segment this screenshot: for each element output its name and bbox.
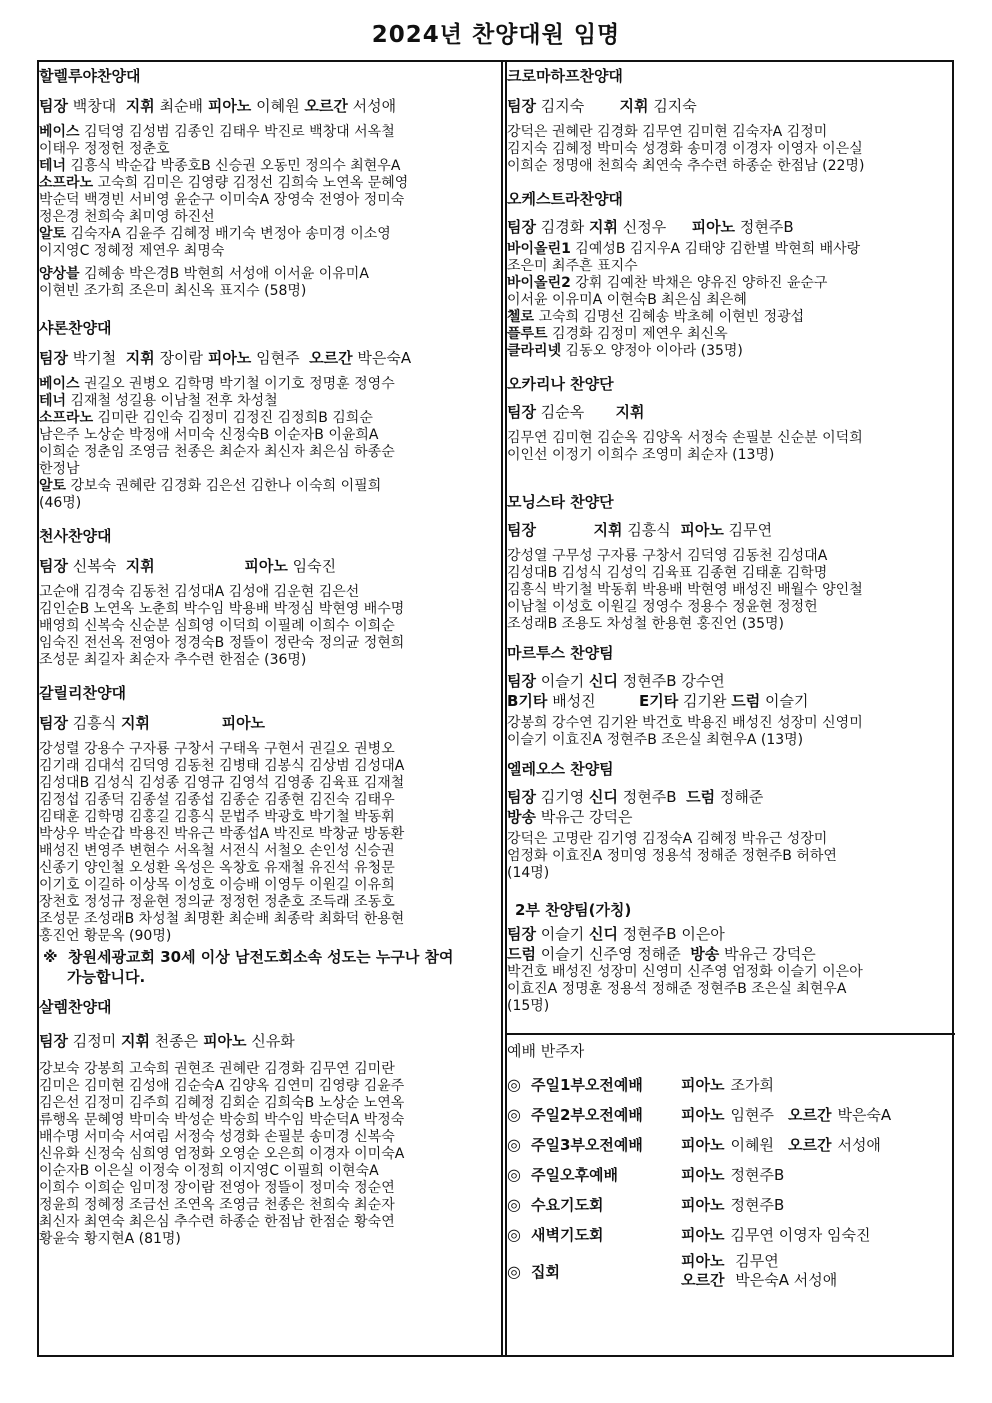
leader-name: 최순배 — [159, 97, 204, 115]
leaders-line — [507, 807, 953, 827]
member-line: 황윤숙 황지현A (81명) — [39, 1231, 181, 1247]
member-line: 김성대B 김성식 김성종 김영규 김영석 김영종 김육표 김재철 — [39, 775, 405, 791]
member-line: 한정남 — [39, 461, 80, 477]
member-names: 김예성B 김지우A 김태양 김한별 박현희 배사랑 — [570, 241, 861, 257]
member-line: 김지숙 김혜정 박미숙 성경화 송미경 이경자 이영자 이은실 — [507, 141, 863, 157]
leader-name: 이슬기 — [765, 692, 809, 710]
role-label: 지휘 — [125, 557, 155, 575]
service-mark: ◎ — [507, 1104, 521, 1124]
leader-name: 김지숙 — [653, 97, 697, 115]
role-label: 오르간 — [787, 1135, 832, 1154]
leader-name: 천종은 — [154, 1032, 199, 1050]
section-hallelujah — [39, 62, 501, 300]
leader-name: 김기영 — [540, 788, 585, 806]
service-row — [507, 1129, 953, 1159]
leader-name: 박유근 강덕은 — [540, 808, 633, 826]
member-line — [39, 266, 501, 283]
member-line: 이순자B 이은실 이정숙 이정희 이지영C 이필희 이현숙A — [39, 1163, 379, 1179]
member-line: 강성열 구무성 구자룡 구창서 김덕영 김동천 김성대A — [507, 548, 828, 564]
leader-name: 임숙진 — [292, 557, 337, 575]
role-label: 지휘 — [619, 97, 649, 115]
member-line: 박상우 박순갑 박용진 박유근 박종섭A 박진로 박창균 방동환 — [39, 826, 405, 842]
member-line: 김인순B 노연옥 노춘희 박수임 박용배 박정심 박현영 배수명 — [39, 601, 405, 617]
section-title: 천사찬양대 — [39, 527, 112, 545]
section-chroma-harp — [507, 62, 953, 175]
role-label: 피아노 — [203, 1032, 247, 1050]
member-line: 김성대B 김성식 김성익 김육표 김종현 김태훈 김학명 — [507, 565, 828, 581]
leader-name: 정현주B 강수연 — [622, 672, 725, 690]
role-label: 지휘 — [593, 521, 623, 539]
notice-line: 창원세광교회 30세 이상 남전도회소속 성도는 누구나 참여 — [68, 948, 454, 966]
accompanist-name: 박은숙A 서성애 — [735, 1271, 838, 1289]
role-label: 신디 — [589, 788, 619, 806]
leader-name: 김정미 — [72, 1032, 117, 1050]
accompanist-name: 조가희 — [730, 1075, 774, 1094]
part-label: 테너 — [39, 393, 67, 409]
member-line: 임숙진 전선옥 전영아 정경숙B 정뜰이 정란숙 정의균 정현희 — [39, 635, 405, 651]
right-column — [507, 62, 953, 1293]
role-label: E기타 — [638, 692, 679, 710]
service-name: 주일3부오전예배 — [531, 1135, 643, 1154]
role-label: 지휘 — [125, 97, 155, 115]
member-names: 고숙희 김명선 김혜송 박초혜 이현빈 정광섭 — [534, 309, 805, 325]
accompanist-name: 박은숙A — [837, 1105, 892, 1124]
role-label: 팀장 — [39, 97, 68, 115]
member-line: 김미은 김미현 김성애 김순숙A 김양옥 김연미 김영량 김윤주 — [39, 1078, 405, 1094]
member-line: 이서윤 이유미A 이현숙B 최은심 최은혜 — [507, 292, 747, 308]
accompanist-name: 이혜원 — [730, 1135, 774, 1154]
role-label: 오르간 — [787, 1105, 832, 1124]
member-line — [39, 410, 501, 427]
role-label: 피아노 — [681, 1195, 725, 1214]
section-salem — [39, 987, 501, 1248]
member-line: 장천호 정성규 정윤현 정의균 정정헌 정춘호 조득래 조동호 — [39, 894, 395, 910]
member-line: 김은선 김정미 김주희 김혜정 김회순 김희숙B 노상순 노연옥 — [39, 1095, 405, 1111]
member-line: 조성문 조성래B 차성철 최명환 최순배 최종락 최화덕 한용현 — [39, 911, 405, 927]
section-angel — [39, 512, 501, 669]
role-label: 피아노 — [681, 1165, 725, 1184]
section-title: 오케스트라찬양대 — [507, 190, 623, 208]
member-line: 강보숙 강봉희 고숙희 권현조 권혜란 김경화 김무연 김미란 — [39, 1061, 395, 1077]
member-names: 김재철 성길용 이남철 전후 차성철 — [66, 393, 278, 409]
member-line — [507, 275, 953, 292]
leader-name: 이혜원 — [256, 97, 300, 115]
meeting-role-row — [681, 1252, 837, 1271]
member-line: 남은주 노상순 박정애 서미숙 신정숙B 이순자B 이윤희A — [39, 427, 379, 443]
section-title: 할렐루야찬양대 — [39, 67, 141, 85]
member-line: 이지영C 정혜정 제연우 최명숙 — [39, 243, 225, 259]
section-title: 2부 찬양팀(가칭) — [515, 901, 632, 919]
member-line — [507, 241, 953, 258]
member-line: 김흥식 박기철 박동휘 박용배 박현영 배성진 배월수 양인철 — [507, 582, 863, 598]
section-martus — [507, 633, 953, 749]
member-line: 고순애 김경숙 김동천 김성대A 김성애 김운현 김은선 — [39, 584, 360, 600]
notice-line: 가능합니다. — [67, 968, 146, 986]
part-label: 바이올린1 — [507, 241, 571, 257]
role-label: 오르간 — [681, 1271, 725, 1289]
role-label: 팀장 — [507, 925, 536, 943]
member-line: 정은경 천희숙 최미영 하진선 — [39, 209, 215, 225]
member-names: 김미란 김인숙 김정미 김정진 김정희B 김희순 — [93, 410, 373, 426]
member-line: (15명) — [507, 998, 550, 1014]
accompanist-name: 서성애 — [837, 1135, 881, 1154]
role-label: 피아노 — [681, 1075, 725, 1094]
section-accompanists — [507, 1015, 953, 1293]
service-row — [507, 1189, 953, 1219]
leader-name: 정해준 — [719, 788, 764, 806]
section-sharon — [39, 300, 501, 512]
accompanist-name: 정현주B — [730, 1195, 785, 1214]
section-title: 예배 반주자 — [507, 1042, 585, 1060]
leaders-line — [39, 556, 501, 576]
meeting-roles — [681, 1252, 837, 1290]
leader-name: 김흥식 — [627, 521, 671, 539]
member-line: 강덕은 권혜란 김경화 김무연 김미현 김숙자A 김정미 — [507, 124, 828, 140]
part-label: 테너 — [39, 158, 67, 174]
accompanist-name: 김무연 이영자 임숙진 — [730, 1225, 871, 1244]
accompanist-name: 정현주B — [730, 1165, 785, 1184]
part-label: 알토 — [39, 226, 67, 242]
leader-name: 김지숙 — [540, 97, 585, 115]
member-names: 김동오 양정아 이아라 (35명) — [561, 343, 743, 359]
section-title: 오카리나 찬양단 — [507, 375, 614, 393]
role-label: 피아노 — [681, 1225, 725, 1244]
section-second-team — [507, 882, 953, 1015]
member-line — [39, 175, 501, 192]
role-label: 드럼 — [507, 945, 536, 963]
leader-name: 임현주 — [256, 349, 300, 367]
role-label: 피아노 — [207, 349, 252, 367]
service-mark: ◎ — [507, 1224, 521, 1244]
service-row — [507, 1159, 953, 1189]
role-label: 지휘 — [121, 1032, 151, 1050]
service-name: 주일2부오전예배 — [531, 1105, 643, 1124]
member-line: (14명) — [507, 865, 550, 881]
role-label: 방송 — [507, 808, 536, 826]
service-name: 주일1부오전예배 — [531, 1075, 643, 1094]
leaders-line — [39, 348, 501, 368]
member-line — [39, 226, 501, 243]
member-line: 박건호 배성진 성장미 신영미 신주영 엄정화 이슬기 이은아 — [507, 964, 863, 980]
section-eleos — [507, 749, 953, 882]
role-label: 신디 — [589, 672, 619, 690]
role-label: 팀장 — [507, 788, 536, 806]
service-name: 집회 — [531, 1262, 560, 1281]
part-label: 플루트 — [507, 326, 548, 342]
part-label: 소프라노 — [39, 175, 94, 191]
leaders-line — [507, 924, 953, 944]
leaders-line — [39, 713, 501, 733]
member-line — [39, 376, 501, 393]
part-label: 바이올린2 — [507, 275, 571, 291]
member-names: 고숙희 김미은 김영량 김정선 김희숙 노연옥 문혜영 — [93, 175, 409, 191]
member-names: 김흥식 박순갑 박종호B 신승권 오동민 정의수 최현우A — [66, 158, 401, 174]
member-line: 김정섭 김종덕 김종설 김종섭 김종순 김종현 김진숙 김태우 — [39, 792, 395, 808]
role-label: 방송 — [690, 945, 720, 963]
member-line: 정윤희 정혜정 조금선 조연옥 조영금 천종은 천희숙 최순자 — [39, 1197, 395, 1213]
part-label: 소프라노 — [39, 410, 94, 426]
role-label: 팀장 — [39, 557, 68, 575]
role-label: 피아노 — [207, 97, 252, 115]
section-galilee — [39, 669, 501, 945]
section-title: 갈릴리찬양대 — [39, 684, 126, 702]
member-line: 엄정화 이효진A 정미영 정용석 정해준 정현주B 허하연 — [507, 848, 837, 864]
role-label: 오르간 — [304, 97, 348, 115]
accompanist-name: 김무연 — [735, 1252, 779, 1270]
part-label: 클라리넷 — [507, 343, 562, 359]
service-row — [507, 1249, 953, 1293]
service-name: 수요기도회 — [531, 1195, 604, 1214]
leader-name: 이슬기 — [540, 672, 585, 690]
role-label: 지휘 — [125, 349, 155, 367]
member-names: 강휘 김예찬 박채은 양유진 양하진 윤순구 — [570, 275, 828, 291]
leaders-line — [507, 402, 953, 422]
service-mark: ◎ — [507, 1194, 521, 1214]
section-title: 엘레오스 찬양팀 — [507, 760, 614, 778]
member-line — [507, 326, 953, 343]
member-names: 김덕영 김성범 김종인 김태우 박진로 백창대 서옥철 — [79, 124, 395, 140]
role-label: 팀장 — [39, 1032, 68, 1050]
member-line: 홍진언 황문옥 (90명) — [39, 928, 172, 944]
leaders-line — [39, 1031, 501, 1051]
member-names: 권길오 권병오 김학명 박기철 이기호 정명훈 정영수 — [79, 376, 395, 392]
member-line: 배수명 서미숙 서여림 서정숙 성경화 손필분 송미경 신복숙 — [39, 1129, 395, 1145]
leaders-line — [39, 96, 501, 116]
member-line: 배영희 신복숙 신순분 심희영 이덕희 이필례 이희수 이희순 — [39, 618, 395, 634]
leader-name: 김순옥 — [540, 403, 585, 421]
section-ocarina — [507, 360, 953, 464]
role-label: 팀장 — [507, 97, 536, 115]
member-line: 이희수 이희순 임미정 장이람 전영아 정뜰이 정미숙 정순연 — [39, 1180, 395, 1196]
member-line — [39, 124, 501, 141]
member-line: 강덕은 고명란 김기영 김정숙A 김혜정 박유근 성장미 — [507, 831, 828, 847]
member-line: 이인선 이정기 이희수 조영미 최순자 (13명) — [507, 447, 775, 463]
member-line — [39, 478, 501, 495]
leader-name: 서성애 — [352, 97, 397, 115]
leader-name: 신정우 — [622, 218, 667, 236]
role-label: 팀장 — [507, 403, 536, 421]
leader-name: 정현주B 이은아 — [622, 925, 725, 943]
part-label: 베이스 — [39, 376, 80, 392]
part-label: 베이스 — [39, 124, 80, 140]
leader-name: 백창대 — [72, 97, 117, 115]
role-label: 지휘 — [615, 403, 645, 421]
service-mark: ◎ — [507, 1074, 521, 1094]
member-names: 김경화 김정미 제연우 최신옥 — [547, 326, 728, 342]
member-names: 강보숙 권혜란 김경화 김은선 김한나 이숙희 이필희 — [66, 478, 382, 494]
section-title: 샤론찬양대 — [39, 319, 112, 337]
service-mark: ◎ — [507, 1261, 521, 1281]
service-name: 주일오후예배 — [531, 1165, 618, 1184]
leaders-line — [507, 691, 953, 711]
member-line — [507, 343, 953, 360]
role-label: 피아노 — [221, 714, 266, 732]
member-line: 조성래B 조용도 차성철 한용현 홍진언 (35명) — [507, 616, 784, 632]
leader-name: 장이람 — [159, 349, 204, 367]
role-label: B기타 — [507, 692, 548, 710]
leaders-line — [507, 96, 953, 116]
member-line: 박순덕 백경빈 서비영 윤순구 이미숙A 장영숙 전영아 정미숙 — [39, 192, 405, 208]
section-orchestra — [507, 175, 953, 360]
member-line: 김태훈 김학명 김홍길 김흥식 문법주 박광호 박기철 박동휘 — [39, 809, 395, 825]
leader-name: 박유근 강덕은 — [724, 945, 816, 963]
role-label: 드럼 — [731, 692, 761, 710]
member-line: 조은미 최주흔 표지수 — [507, 258, 638, 274]
section-title: 모닝스타 찬양단 — [507, 493, 614, 511]
role-label: 팀장 — [507, 218, 536, 236]
leader-name: 이슬기 — [540, 925, 585, 943]
role-label: 팀장 — [39, 714, 68, 732]
member-line: 이슬기 이효진A 정현주B 조은실 최현우A (13명) — [507, 732, 804, 748]
service-mark: ◎ — [507, 1164, 521, 1184]
member-names: 김숙자A 김윤주 김혜정 배기숙 변정아 송미경 이소영 — [66, 226, 391, 242]
role-label: 피아노 — [244, 557, 288, 575]
member-line: 배성진 변영주 변현수 서옥철 서전식 서철오 손인성 신승권 — [39, 843, 395, 859]
member-line: 김무연 김미현 김순옥 김양옥 서정숙 손필분 신순분 이덕희 — [507, 430, 863, 446]
member-line: 이희순 정명애 천희숙 최연숙 추수련 하종순 한점남 (22명) — [507, 158, 865, 174]
member-line — [39, 158, 501, 175]
role-label: 피아노 — [681, 1105, 725, 1124]
leader-name: 김경화 — [540, 218, 585, 236]
role-label: 팀장 — [507, 672, 536, 690]
service-mark: ◎ — [507, 1134, 521, 1154]
leaders-line — [507, 944, 953, 964]
notice-text — [43, 947, 501, 987]
service-name: 새벽기도회 — [531, 1225, 604, 1244]
member-line: 최신자 최연숙 최은심 추수련 하종순 한점남 한점순 황숙연 — [39, 1214, 395, 1230]
member-line: 류행옥 문혜영 박미숙 박성순 박숭희 박수임 박순덕A 박정숙 — [39, 1112, 405, 1128]
role-label: 지휘 — [121, 714, 151, 732]
member-line: 신유화 신정숙 심희영 엄정화 오영순 오은희 이경자 이미숙A — [39, 1146, 405, 1162]
role-label: 팀장 — [39, 349, 68, 367]
role-label: 지휘 — [589, 218, 619, 236]
section-title: 마르투스 찬양팀 — [507, 644, 614, 662]
leaders-line — [507, 217, 953, 237]
section-title: 살렘찬양대 — [39, 998, 112, 1016]
member-line: 강봉희 강수연 김기완 박건호 박용진 배성진 성장미 신영미 — [507, 715, 863, 731]
accompanist-name: 임현주 — [730, 1105, 774, 1124]
member-line: 이기호 이길하 이상목 이성호 이승배 이영두 이원길 이유희 — [39, 877, 395, 893]
leader-name: 박은숙A — [357, 349, 412, 367]
leader-name: 김흥식 — [72, 714, 117, 732]
role-label: 피아노 — [680, 521, 724, 539]
member-line: 이효진A 정명훈 정용석 정해준 정현주B 조은실 최현우A — [507, 981, 847, 997]
section-morningstar — [507, 464, 953, 633]
role-label: 피아노 — [681, 1135, 725, 1154]
notice-mark: ※ — [43, 948, 58, 966]
part-label: 양상블 — [39, 266, 80, 282]
left-column — [39, 62, 501, 1248]
service-row — [507, 1099, 953, 1129]
section-title: 크로마하프찬양대 — [507, 67, 623, 85]
leader-name: 김무연 — [728, 521, 773, 539]
leader-name: 김기완 — [683, 692, 727, 710]
service-row — [507, 1069, 953, 1099]
member-line: (46명) — [39, 495, 82, 511]
leader-name: 이슬기 신주영 정해준 — [540, 945, 681, 963]
role-label: 신디 — [589, 925, 619, 943]
leaders-line — [507, 787, 953, 807]
leader-name: 신유화 — [251, 1032, 295, 1050]
role-label: 드럼 — [686, 788, 716, 806]
member-line — [507, 309, 953, 326]
member-line: 신종기 양인철 오성환 옥성은 옥창호 유재철 유진석 유청문 — [39, 860, 395, 876]
role-label: 피아노 — [681, 1252, 725, 1270]
role-label: 오르간 — [309, 349, 353, 367]
part-label: 알토 — [39, 478, 67, 494]
page-title: 2024년 찬양대원 임명 — [371, 22, 621, 48]
leader-name: 박기철 — [72, 349, 117, 367]
member-line — [39, 393, 501, 410]
leaders-line — [507, 671, 953, 691]
member-line: 이남철 이성호 이원길 정영수 정용수 정윤현 정정헌 — [507, 599, 818, 615]
member-line: 이현빈 조가희 조은미 최신옥 표지수 (58명) — [39, 283, 307, 299]
member-line: 김기래 김대석 김덕영 김동천 김병태 김봉식 김상범 김성대A — [39, 758, 405, 774]
member-names: 김혜송 박은경B 박현희 서성애 이서윤 이유미A — [79, 266, 369, 282]
member-line: 이태우 정정헌 정춘호 — [39, 141, 170, 157]
role-label: 피아노 — [691, 218, 736, 236]
member-line: 조성문 최길자 최순자 추수련 한점순 (36명) — [39, 652, 307, 668]
service-row — [507, 1219, 953, 1249]
member-line: 이희순 정춘임 조영금 천종은 최순자 최신자 최은심 하종순 — [39, 444, 395, 460]
leaders-line — [507, 520, 953, 540]
leader-name: 배성진 — [552, 692, 596, 710]
leader-name: 신복숙 — [72, 557, 117, 575]
leader-name: 정현주B — [622, 788, 677, 806]
column-divider-left — [501, 60, 503, 1357]
part-label: 첼로 — [507, 309, 535, 325]
meeting-role-row — [681, 1271, 837, 1290]
role-label: 팀장 — [507, 521, 536, 539]
member-line: 강성렬 강용수 구자룡 구창서 구태옥 구현서 권길오 권병오 — [39, 741, 395, 757]
leader-name: 정현주B — [739, 218, 794, 236]
